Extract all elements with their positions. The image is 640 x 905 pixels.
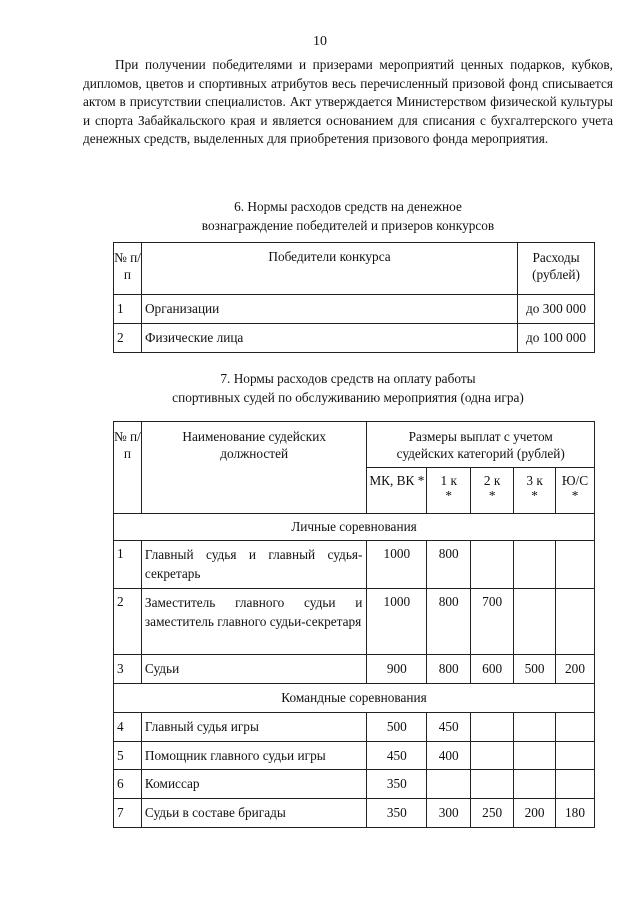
section-7-title-line2: спортивных судей по обслуживанию мероприятия (одна игра) <box>172 389 524 405</box>
row-value <box>514 713 556 742</box>
header-position: Наименование судейских должностей <box>141 422 367 514</box>
section-7-title <box>83 370 613 407</box>
row-value: 200 <box>514 799 556 828</box>
row-value: 500 <box>514 655 556 684</box>
row-num: 1 <box>114 295 142 324</box>
row-name: Помощник главного судьи игры <box>141 742 367 770</box>
header-winners: Победители конкурса <box>141 243 517 295</box>
table-row <box>114 589 595 655</box>
row-value: 800 <box>427 589 471 655</box>
table-header-row <box>114 422 595 468</box>
team-competitions-label: Командные соревнования <box>114 684 595 713</box>
header-num: № п/п <box>114 422 142 514</box>
table-row <box>114 713 595 742</box>
row-value <box>514 589 556 655</box>
row-value <box>556 742 595 770</box>
referee-payments-table <box>113 421 595 828</box>
row-num: 6 <box>114 770 142 799</box>
row-value: 400 <box>427 742 471 770</box>
row-amount: до 300 000 <box>518 295 595 324</box>
section-row-team <box>114 684 595 713</box>
category-ys: Ю/С * <box>556 468 595 514</box>
row-amount: до 100 000 <box>518 324 595 353</box>
body-paragraph: При получении победителями и призерами мероприятий ценных подарков, кубков, дипломов, цветов и спортивных атрибутов весь перечисленный призовой фонд списывается актом в присутствии специалистов. Акт утверждается Министерством физической культуры и спорта Забайкальского края и является основанием для списания с бухгалтерского учета денежных средств, выделенных для приобретения призового фонда мероприятия. <box>83 57 613 147</box>
header-expenses: Расходы (рублей) <box>518 243 595 295</box>
row-value <box>514 770 556 799</box>
row-num: 5 <box>114 742 142 770</box>
row-value <box>556 541 595 589</box>
row-name: Физические лица <box>141 324 517 353</box>
table-row <box>114 770 595 799</box>
table-row <box>114 742 595 770</box>
personal-competitions-label: Личные соревнования <box>114 514 595 541</box>
table-row <box>114 324 595 353</box>
category-3k: 3 к * <box>514 468 556 514</box>
row-num: 2 <box>114 589 142 655</box>
section-6-title <box>83 198 613 235</box>
row-num: 4 <box>114 713 142 742</box>
row-value <box>514 742 556 770</box>
table-row <box>114 799 595 828</box>
row-num: 2 <box>114 324 142 353</box>
row-num: 1 <box>114 541 142 589</box>
row-name: Организации <box>141 295 517 324</box>
row-value: 200 <box>556 655 595 684</box>
row-value: 450 <box>367 742 427 770</box>
table-row <box>114 295 595 324</box>
row-name: Главный судья игры <box>141 713 367 742</box>
row-value: 250 <box>471 799 514 828</box>
section-row-personal <box>114 514 595 541</box>
row-num: 3 <box>114 655 142 684</box>
row-value: 180 <box>556 799 595 828</box>
row-value <box>556 770 595 799</box>
section-7-title-line1: 7. Нормы расходов средств на оплату работы <box>220 371 476 386</box>
row-name: Судьи в составе бригады <box>141 799 367 828</box>
row-value: 700 <box>471 589 514 655</box>
row-value: 350 <box>367 799 427 828</box>
section-6-title-line2: вознаграждение победителей и призеров конкурсов <box>201 217 495 233</box>
table-row <box>114 541 595 589</box>
row-value <box>471 770 514 799</box>
table-header-row <box>114 243 595 295</box>
row-name: Главный судья и главный судья-секретарь <box>141 541 367 589</box>
header-num: № п/п <box>114 243 142 295</box>
row-value: 1000 <box>367 589 427 655</box>
row-num: 7 <box>114 799 142 828</box>
row-name: Заместитель главного судьи и заместитель главного судьи-секретаря <box>141 589 367 655</box>
page-number: 10 <box>313 34 327 49</box>
row-name: Судьи <box>141 655 367 684</box>
row-value: 500 <box>367 713 427 742</box>
row-value: 800 <box>427 655 471 684</box>
section-6-title-line1: 6. Нормы расходов средств на денежное <box>234 199 462 214</box>
winners-expenses-table <box>113 242 595 353</box>
row-value <box>471 742 514 770</box>
row-value: 800 <box>427 541 471 589</box>
category-mk-vk: МК, ВК * <box>367 468 427 514</box>
header-payments: Размеры выплат с учетом судейских категорий (рублей) <box>367 422 595 468</box>
row-value: 300 <box>427 799 471 828</box>
row-value <box>427 770 471 799</box>
row-value <box>556 589 595 655</box>
table-row <box>114 655 595 684</box>
row-value: 350 <box>367 770 427 799</box>
category-1k: 1 к * <box>427 468 471 514</box>
row-value: 450 <box>427 713 471 742</box>
row-value: 600 <box>471 655 514 684</box>
category-2k: 2 к * <box>471 468 514 514</box>
row-value <box>471 713 514 742</box>
row-value: 1000 <box>367 541 427 589</box>
row-value <box>471 541 514 589</box>
row-name: Комиссар <box>141 770 367 799</box>
row-value <box>514 541 556 589</box>
row-value <box>556 713 595 742</box>
row-value: 900 <box>367 655 427 684</box>
